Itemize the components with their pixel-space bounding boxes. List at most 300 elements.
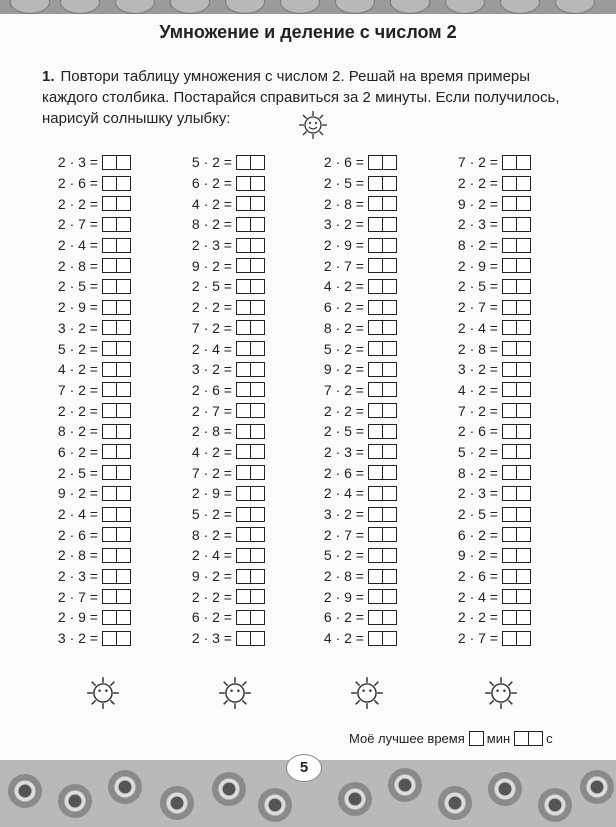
example-row: [56, 193, 130, 214]
answer-boxes[interactable]: [236, 589, 264, 604]
example-row: [56, 380, 130, 401]
answer-boxes[interactable]: [236, 527, 264, 542]
example-row: [56, 400, 130, 421]
example-expression: 2 · 9 =: [323, 588, 364, 605]
example-expression: 2 · 2 =: [57, 402, 98, 419]
example-expression: 9 · 2 =: [191, 568, 232, 585]
answer-boxes[interactable]: [502, 155, 530, 170]
answer-boxes[interactable]: [368, 403, 396, 418]
example-expression: 6 · 2 =: [191, 175, 232, 192]
answer-boxes[interactable]: [102, 176, 130, 191]
answer-boxes[interactable]: [236, 176, 264, 191]
example-expression: 2 · 5 =: [57, 278, 98, 295]
example-row: [322, 318, 396, 339]
example-row: [456, 235, 530, 256]
example-expression: 2 · 6 =: [323, 154, 364, 171]
answer-boxes[interactable]: [102, 382, 130, 397]
example-row: [190, 400, 264, 421]
example-expression: 6 · 2 =: [457, 526, 498, 543]
example-row: [190, 214, 264, 235]
example-row: [322, 235, 396, 256]
sun-icon[interactable]: [86, 676, 120, 710]
example-row: [190, 318, 264, 339]
answer-boxes[interactable]: [236, 362, 264, 377]
example-expression: 2 · 3 =: [57, 154, 98, 171]
answer-boxes[interactable]: [502, 258, 530, 273]
example-row: [56, 359, 130, 380]
answer-boxes[interactable]: [236, 403, 264, 418]
example-row: [456, 545, 530, 566]
example-expression: 9 · 2 =: [457, 547, 498, 564]
answer-boxes[interactable]: [368, 548, 396, 563]
answer-boxes[interactable]: [502, 320, 530, 335]
example-expression: 2 · 9 =: [57, 299, 98, 316]
answer-boxes[interactable]: [502, 279, 530, 294]
example-expression: 5 · 2 =: [191, 506, 232, 523]
flower-icon: [8, 774, 42, 808]
example-expression: 8 · 2 =: [57, 423, 98, 440]
example-expression: 6 · 2 =: [57, 443, 98, 460]
example-expression: 5 · 2 =: [457, 443, 498, 460]
answer-boxes[interactable]: [368, 527, 396, 542]
answer-boxes[interactable]: [502, 362, 530, 377]
answer-boxes[interactable]: [368, 320, 396, 335]
answer-boxes[interactable]: [236, 382, 264, 397]
example-row: [190, 483, 264, 504]
flower-icon: [258, 788, 292, 822]
example-row: [456, 442, 530, 463]
example-row: [456, 276, 530, 297]
example-expression: 4 · 2 =: [323, 630, 364, 647]
answer-boxes[interactable]: [368, 589, 396, 604]
answer-boxes[interactable]: [502, 444, 530, 459]
example-expression: 2 · 9 =: [323, 237, 364, 254]
answer-boxes[interactable]: [102, 486, 130, 501]
example-expression: 2 · 5 =: [457, 506, 498, 523]
answer-boxes[interactable]: [368, 444, 396, 459]
column-2: [190, 152, 264, 649]
example-row: [456, 586, 530, 607]
answer-boxes[interactable]: [236, 320, 264, 335]
example-expression: 7 · 2 =: [191, 464, 232, 481]
example-expression: 2 · 4 =: [191, 547, 232, 564]
example-expression: 7 · 2 =: [57, 381, 98, 398]
best-time-label: Моё лучшее время: [349, 731, 465, 746]
answer-boxes[interactable]: [102, 507, 130, 522]
answer-boxes[interactable]: [236, 300, 264, 315]
answer-boxes[interactable]: [368, 610, 396, 625]
column-3: [322, 152, 396, 649]
example-expression: 4 · 2 =: [191, 195, 232, 212]
example-row: [56, 297, 130, 318]
example-expression: 8 · 2 =: [191, 216, 232, 233]
flower-icon: [108, 770, 142, 804]
answer-boxes[interactable]: [102, 217, 130, 232]
example-row: [56, 152, 130, 173]
example-row: [56, 214, 130, 235]
example-row: [322, 524, 396, 545]
example-row: [322, 152, 396, 173]
answer-boxes[interactable]: [102, 548, 130, 563]
example-expression: 2 · 5 =: [323, 175, 364, 192]
example-expression: 2 · 6 =: [457, 568, 498, 585]
seconds-label: с: [546, 731, 553, 746]
example-row: [322, 607, 396, 628]
sun-icon[interactable]: [218, 676, 252, 710]
example-row: [56, 235, 130, 256]
example-row: [456, 359, 530, 380]
example-row: [190, 152, 264, 173]
example-expression: 2 · 4 =: [191, 340, 232, 357]
task-number: 1.: [42, 68, 55, 85]
answer-boxes[interactable]: [368, 631, 396, 646]
example-expression: 2 · 9 =: [57, 609, 98, 626]
example-expression: 3 · 2 =: [191, 361, 232, 378]
example-row: [56, 483, 130, 504]
example-expression: 7 · 2 =: [191, 319, 232, 336]
example-row: [190, 462, 264, 483]
example-expression: 5 · 2 =: [323, 340, 364, 357]
answer-boxes[interactable]: [502, 610, 530, 625]
example-expression: 7 · 2 =: [323, 381, 364, 398]
sun-icon[interactable]: [484, 676, 518, 710]
example-expression: 4 · 2 =: [457, 381, 498, 398]
example-expression: 2 · 5 =: [457, 278, 498, 295]
answer-boxes[interactable]: [102, 610, 130, 625]
example-row: [322, 586, 396, 607]
example-row: [56, 338, 130, 359]
example-expression: 2 · 8 =: [57, 257, 98, 274]
seconds-box[interactable]: [514, 731, 542, 746]
example-row: [322, 359, 396, 380]
answer-boxes[interactable]: [502, 300, 530, 315]
answer-boxes[interactable]: [102, 238, 130, 253]
example-expression: 2 · 3 =: [323, 443, 364, 460]
page-title: Умножение и деление с числом 2: [159, 22, 457, 42]
example-row: [322, 462, 396, 483]
example-expression: 2 · 2 =: [57, 195, 98, 212]
example-expression: 8 · 2 =: [191, 526, 232, 543]
answer-boxes[interactable]: [102, 362, 130, 377]
example-row: [322, 442, 396, 463]
answer-boxes[interactable]: [236, 569, 264, 584]
example-expression: 2 · 9 =: [191, 485, 232, 502]
example-row: [456, 318, 530, 339]
example-expression: 4 · 2 =: [57, 361, 98, 378]
answer-boxes[interactable]: [102, 300, 130, 315]
answer-boxes[interactable]: [102, 258, 130, 273]
answer-boxes[interactable]: [502, 527, 530, 542]
answer-boxes[interactable]: [502, 403, 530, 418]
answer-boxes[interactable]: [102, 403, 130, 418]
answer-boxes[interactable]: [102, 465, 130, 480]
answer-boxes[interactable]: [236, 507, 264, 522]
example-row: [456, 462, 530, 483]
example-row: [322, 173, 396, 194]
minutes-box[interactable]: [469, 731, 484, 746]
example-row: [322, 255, 396, 276]
answer-boxes[interactable]: [236, 155, 264, 170]
example-expression: 2 · 8 =: [457, 340, 498, 357]
example-expression: 2 · 4 =: [57, 506, 98, 523]
example-row: [56, 442, 130, 463]
example-expression: 2 · 5 =: [191, 278, 232, 295]
example-expression: 9 · 2 =: [57, 485, 98, 502]
example-expression: 2 · 2 =: [323, 402, 364, 419]
example-row: [322, 483, 396, 504]
example-expression: 2 · 3 =: [191, 630, 232, 647]
example-row: [190, 524, 264, 545]
example-expression: 9 · 2 =: [191, 257, 232, 274]
answer-boxes[interactable]: [368, 486, 396, 501]
example-row: [456, 338, 530, 359]
flower-icon: [438, 786, 472, 820]
example-row: [56, 586, 130, 607]
example-row: [56, 421, 130, 442]
example-expression: 2 · 3 =: [457, 485, 498, 502]
answer-boxes[interactable]: [102, 589, 130, 604]
example-row: [56, 276, 130, 297]
flower-icon: [212, 772, 246, 806]
answer-boxes[interactable]: [502, 217, 530, 232]
answer-boxes[interactable]: [102, 196, 130, 211]
answer-boxes[interactable]: [502, 631, 530, 646]
example-row: [456, 566, 530, 587]
example-row: [56, 628, 130, 649]
answer-boxes[interactable]: [368, 507, 396, 522]
example-row: [190, 586, 264, 607]
answer-boxes[interactable]: [502, 424, 530, 439]
answer-boxes[interactable]: [502, 465, 530, 480]
example-row: [190, 235, 264, 256]
example-expression: 2 · 3 =: [191, 237, 232, 254]
answer-boxes[interactable]: [102, 444, 130, 459]
task-text: Повтори таблицу умножения с числом 2. Решай на время примеры каждого столбика. Постарайся справиться за 2 минуты. Если получилось, нарисуй солнышку улыбку:: [42, 68, 560, 127]
example-expression: 3 · 2 =: [57, 630, 98, 647]
example-expression: 9 · 2 =: [457, 195, 498, 212]
answer-boxes[interactable]: [368, 176, 396, 191]
example-row: [190, 504, 264, 525]
flower-icon: [388, 768, 422, 802]
example-row: [456, 628, 530, 649]
example-row: [456, 380, 530, 401]
minutes-label: мин: [486, 731, 511, 746]
sun-icon[interactable]: [350, 676, 384, 710]
example-row: [322, 338, 396, 359]
answer-boxes[interactable]: [502, 382, 530, 397]
example-row: [190, 380, 264, 401]
example-row: [456, 173, 530, 194]
example-expression: 2 · 8 =: [323, 568, 364, 585]
example-row: [322, 545, 396, 566]
example-expression: 7 · 2 =: [457, 154, 498, 171]
example-row: [190, 442, 264, 463]
answer-boxes[interactable]: [368, 569, 396, 584]
example-row: [56, 566, 130, 587]
answer-boxes[interactable]: [236, 279, 264, 294]
example-row: [322, 421, 396, 442]
example-row: [56, 524, 130, 545]
answer-boxes[interactable]: [102, 424, 130, 439]
answer-boxes[interactable]: [502, 486, 530, 501]
example-expression: 8 · 2 =: [323, 319, 364, 336]
answer-boxes[interactable]: [502, 589, 530, 604]
example-row: [322, 380, 396, 401]
example-row: [322, 276, 396, 297]
example-row: [456, 214, 530, 235]
answer-boxes[interactable]: [502, 341, 530, 356]
example-expression: 4 · 2 =: [191, 443, 232, 460]
example-expression: 2 · 6 =: [191, 381, 232, 398]
example-row: [456, 297, 530, 318]
answer-boxes[interactable]: [502, 196, 530, 211]
example-expression: 2 · 7 =: [57, 588, 98, 605]
flower-icon: [58, 784, 92, 818]
flower-icon: [338, 782, 372, 816]
example-expression: 5 · 2 =: [191, 154, 232, 171]
example-expression: 2 · 7 =: [457, 299, 498, 316]
answer-boxes[interactable]: [236, 341, 264, 356]
answer-boxes[interactable]: [368, 300, 396, 315]
example-expression: 8 · 2 =: [457, 464, 498, 481]
example-expression: 2 · 7 =: [323, 257, 364, 274]
example-row: [322, 297, 396, 318]
answer-boxes[interactable]: [236, 258, 264, 273]
answer-boxes[interactable]: [236, 444, 264, 459]
column-4: [456, 152, 530, 649]
answer-boxes[interactable]: [368, 217, 396, 232]
example-row: [190, 607, 264, 628]
answer-boxes[interactable]: [502, 569, 530, 584]
example-row: [190, 338, 264, 359]
example-expression: 2 · 5 =: [323, 423, 364, 440]
flower-icon: [488, 772, 522, 806]
answer-boxes[interactable]: [236, 465, 264, 480]
answer-boxes[interactable]: [368, 424, 396, 439]
example-expression: 2 · 2 =: [191, 588, 232, 605]
example-row: [56, 318, 130, 339]
example-row: [456, 421, 530, 442]
example-expression: 6 · 2 =: [191, 609, 232, 626]
example-row: [322, 628, 396, 649]
example-row: [322, 193, 396, 214]
example-expression: 3 · 2 =: [323, 506, 364, 523]
example-expression: 2 · 3 =: [457, 216, 498, 233]
best-time: [349, 731, 553, 746]
answer-boxes[interactable]: [502, 507, 530, 522]
example-row: [322, 566, 396, 587]
answer-boxes[interactable]: [236, 486, 264, 501]
example-expression: 9 · 2 =: [323, 361, 364, 378]
example-row: [190, 297, 264, 318]
answer-boxes[interactable]: [368, 362, 396, 377]
answer-boxes[interactable]: [102, 279, 130, 294]
example-expression: 8 · 2 =: [457, 237, 498, 254]
example-row: [456, 400, 530, 421]
answer-boxes[interactable]: [236, 610, 264, 625]
answer-boxes[interactable]: [502, 176, 530, 191]
answer-boxes[interactable]: [368, 155, 396, 170]
example-expression: 6 · 2 =: [323, 299, 364, 316]
example-row: [322, 400, 396, 421]
example-row: [190, 193, 264, 214]
example-row: [190, 359, 264, 380]
answer-boxes[interactable]: [502, 238, 530, 253]
answer-boxes[interactable]: [368, 382, 396, 397]
example-row: [190, 276, 264, 297]
example-expression: 2 · 6 =: [323, 464, 364, 481]
answer-boxes[interactable]: [236, 631, 264, 646]
example-expression: 2 · 8 =: [57, 547, 98, 564]
example-row: [190, 566, 264, 587]
example-expression: 2 · 2 =: [457, 175, 498, 192]
answer-boxes[interactable]: [236, 238, 264, 253]
example-row: [456, 607, 530, 628]
answer-boxes[interactable]: [102, 341, 130, 356]
example-expression: 2 · 7 =: [57, 216, 98, 233]
example-expression: 2 · 2 =: [457, 609, 498, 626]
example-expression: 2 · 4 =: [57, 237, 98, 254]
answer-boxes[interactable]: [236, 196, 264, 211]
example-expression: 2 · 6 =: [57, 175, 98, 192]
example-expression: 3 · 2 =: [57, 319, 98, 336]
flower-icon: [538, 788, 572, 822]
example-expression: 2 · 7 =: [191, 402, 232, 419]
example-expression: 4 · 2 =: [323, 278, 364, 295]
answer-boxes[interactable]: [368, 258, 396, 273]
example-row: [456, 255, 530, 276]
example-expression: 2 · 6 =: [57, 526, 98, 543]
example-row: [456, 483, 530, 504]
answer-boxes[interactable]: [368, 341, 396, 356]
sun-icon[interactable]: [298, 110, 328, 140]
example-row: [56, 607, 130, 628]
answer-boxes[interactable]: [102, 631, 130, 646]
answer-boxes[interactable]: [236, 548, 264, 563]
answer-boxes[interactable]: [368, 465, 396, 480]
example-expression: 2 · 8 =: [323, 195, 364, 212]
example-expression: 2 · 4 =: [457, 588, 498, 605]
answer-boxes[interactable]: [102, 527, 130, 542]
example-row: [190, 255, 264, 276]
example-row: [456, 504, 530, 525]
answer-boxes[interactable]: [236, 424, 264, 439]
example-row: [456, 193, 530, 214]
answer-boxes[interactable]: [368, 196, 396, 211]
example-expression: 2 · 6 =: [457, 423, 498, 440]
answer-boxes[interactable]: [502, 548, 530, 563]
example-expression: 6 · 2 =: [323, 609, 364, 626]
example-expression: 7 · 2 =: [457, 402, 498, 419]
answer-boxes[interactable]: [368, 238, 396, 253]
example-expression: 2 · 3 =: [57, 568, 98, 585]
example-row: [456, 152, 530, 173]
answer-boxes[interactable]: [368, 279, 396, 294]
top-decoration: [0, 0, 616, 14]
example-row: [56, 504, 130, 525]
answer-boxes[interactable]: [102, 320, 130, 335]
example-row: [190, 173, 264, 194]
answer-boxes[interactable]: [102, 569, 130, 584]
answer-boxes[interactable]: [102, 155, 130, 170]
example-expression: 3 · 2 =: [457, 361, 498, 378]
answer-boxes[interactable]: [236, 217, 264, 232]
example-row: [56, 255, 130, 276]
page-number: 5: [286, 754, 322, 782]
example-expression: 2 · 5 =: [57, 464, 98, 481]
example-row: [322, 214, 396, 235]
example-expression: 2 · 2 =: [191, 299, 232, 316]
